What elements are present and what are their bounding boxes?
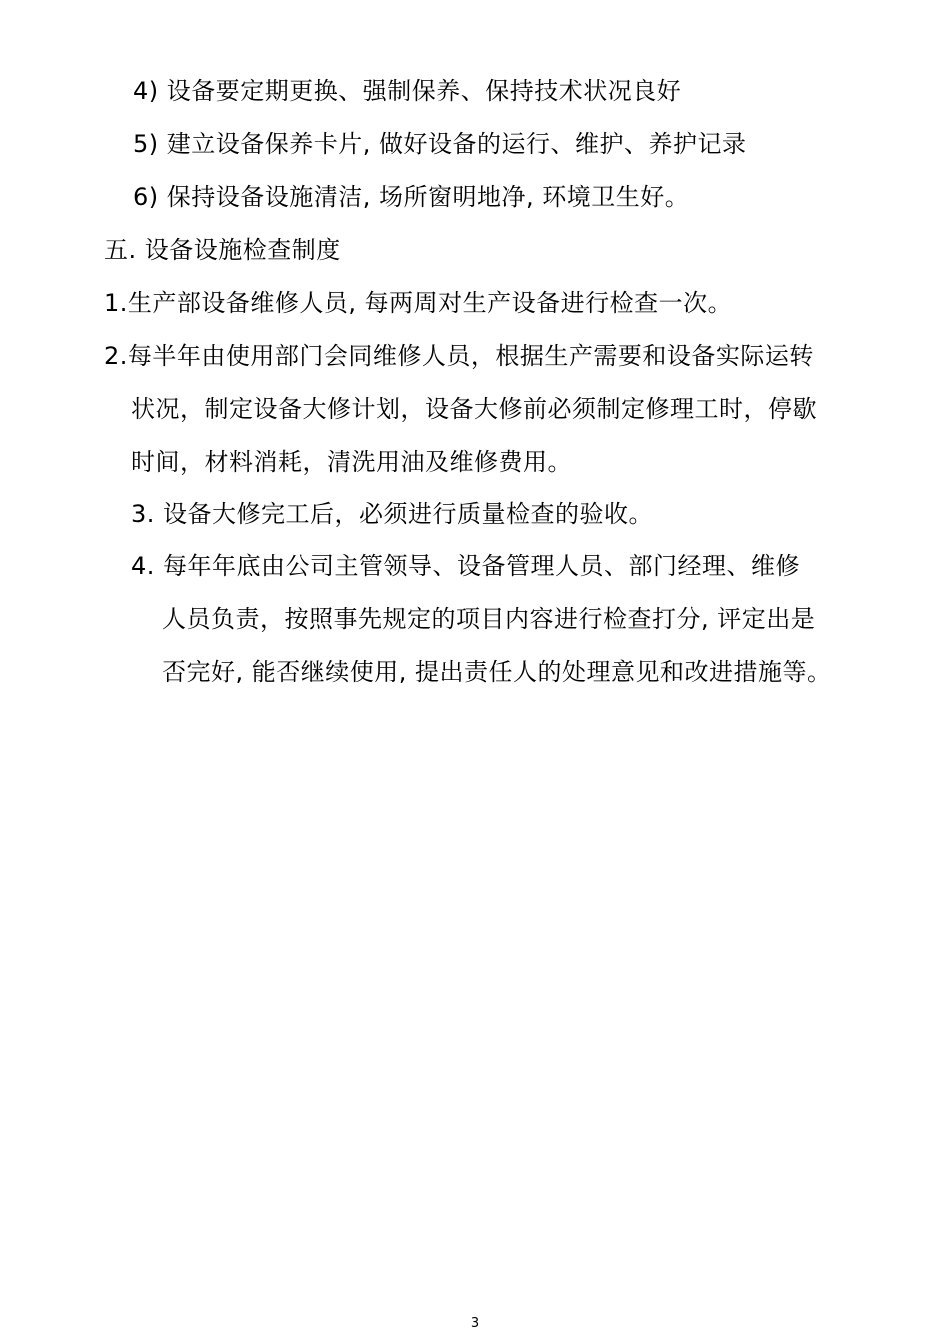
list-item-6: 6) 保持设备设施清洁, 场所窗明地净, 环境卫生好。 xyxy=(133,183,690,211)
section-heading: 五. 设备设施检查制度 xyxy=(104,236,341,264)
paragraph-item-1: 1.生产部设备维修人员, 每两周对生产设备进行检查一次。 xyxy=(104,289,733,317)
page-number: 3 xyxy=(470,1316,480,1331)
paragraph-item-4-line-2: 人员负责，按照事先规定的项目内容进行检查打分, 评定出是 xyxy=(162,605,816,633)
paragraph-item-2-line-2: 状况，制定设备大修计划，设备大修前必须制定修理工时，停歇 xyxy=(131,395,817,423)
paragraph-item-2-line-3: 时间，材料消耗，清洗用油及维修费用。 xyxy=(131,448,572,476)
paragraph-item-4-line-3: 否完好, 能否继续使用, 提出责任人的处理意见和改进措施等。 xyxy=(162,658,832,686)
paragraph-item-2-line-1: 2.每半年由使用部门会同维修人员，根据生产需要和设备实际运转 xyxy=(104,342,814,370)
list-item-5: 5) 建立设备保养卡片, 做好设备的运行、维护、养护记录 xyxy=(133,130,747,158)
paragraph-item-3: 3. 设备大修完工后，必须进行质量检查的验收。 xyxy=(131,500,654,528)
list-item-4: 4) 设备要定期更换、强制保养、保持技术状况良好 xyxy=(133,77,682,105)
paragraph-item-4-line-1: 4. 每年年底由公司主管领导、设备管理人员、部门经理、维修 xyxy=(131,552,801,580)
